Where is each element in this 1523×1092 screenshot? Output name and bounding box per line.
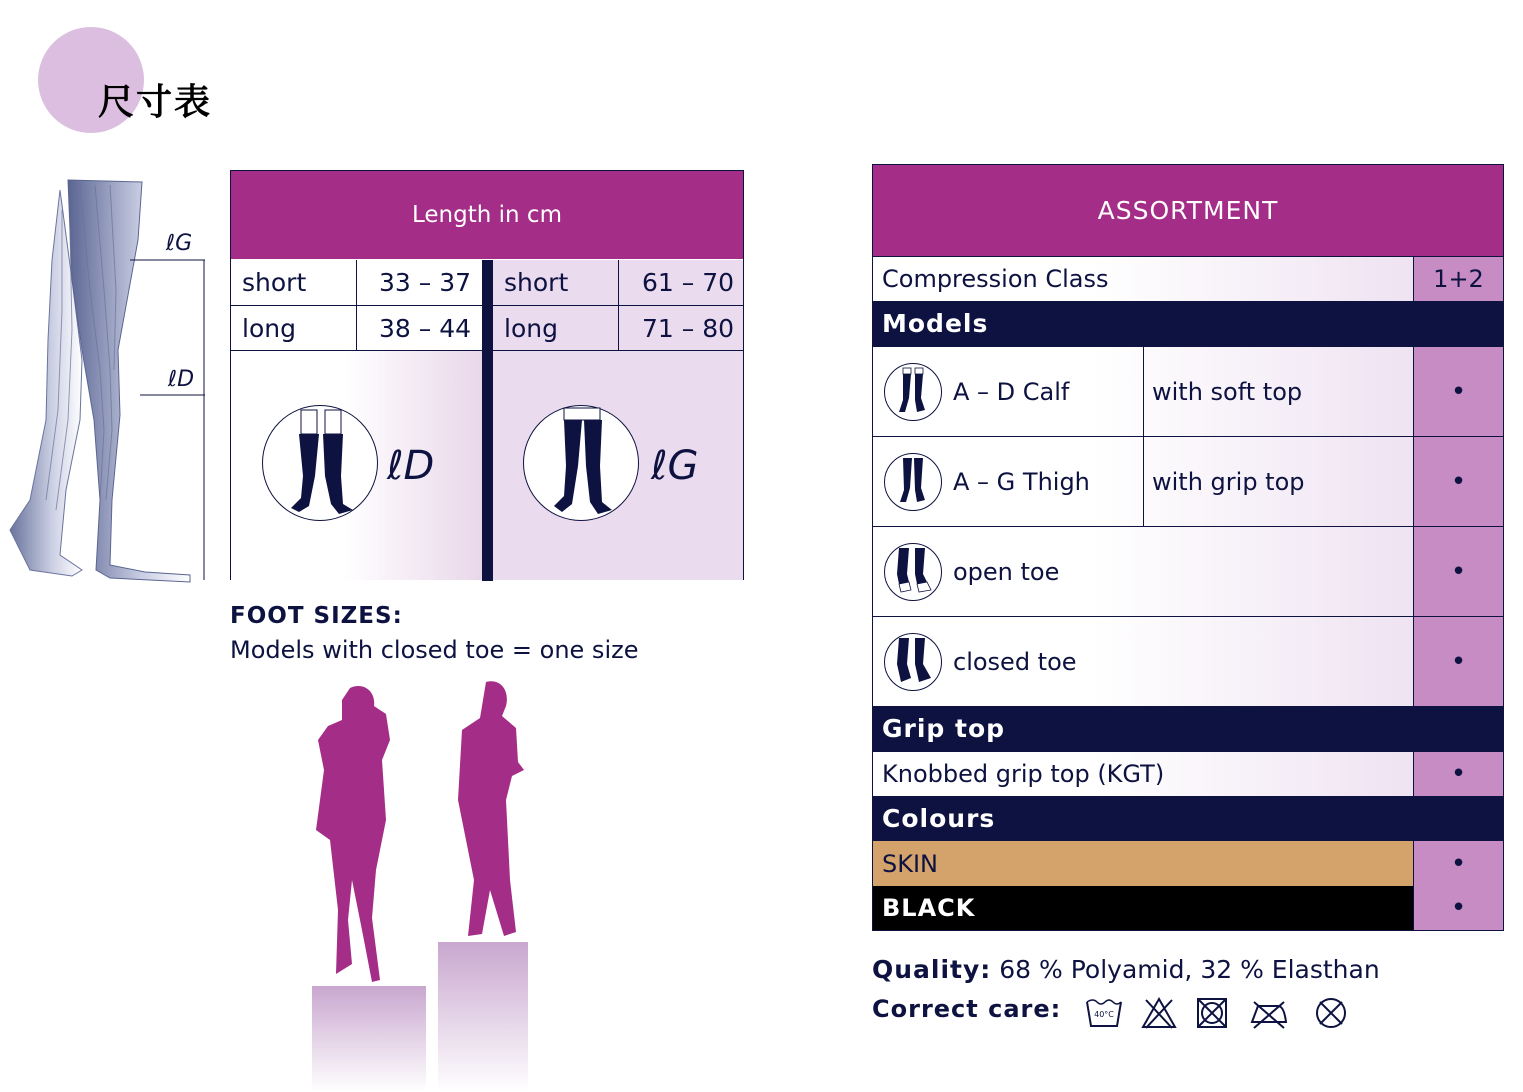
compression-label: Compression Class: [882, 265, 1109, 293]
model-name: closed toe: [953, 647, 1077, 676]
grip-row: [873, 751, 1503, 796]
model-name: open toe: [953, 557, 1060, 586]
no-bleach-icon: [1140, 996, 1178, 1030]
quality-line: [872, 955, 1380, 984]
length-value: 33 – 37: [379, 268, 472, 297]
length-table: [230, 170, 744, 580]
thigh-stocking-icon: [523, 405, 639, 521]
length-value: 61 – 70: [642, 268, 735, 297]
length-label: long: [504, 314, 558, 343]
compression-row: [873, 256, 1503, 301]
grip-top-heading: Grip top: [873, 706, 1503, 751]
wash-40-icon: [1085, 996, 1123, 1030]
length-label: short: [242, 268, 307, 297]
foot-sizes-title: FOOT SIZES:: [230, 603, 403, 629]
colour-label-skin: SKIN: [882, 849, 939, 878]
colour-label-black: BLACK: [882, 894, 976, 922]
model-name: A – D Calf: [953, 377, 1070, 406]
svg-text:40°C: 40°C: [1094, 1010, 1114, 1019]
thigh-stocking-icon: [884, 453, 942, 511]
calf-stocking-icon: [884, 363, 942, 421]
colour-row-skin: [873, 841, 1503, 886]
colours-heading: Colours: [873, 796, 1503, 841]
model-mark: •: [1413, 527, 1503, 616]
closed-toe-icon: [884, 633, 942, 691]
no-tumble-dry-icon: [1193, 996, 1231, 1030]
model-top: with grip top: [1143, 437, 1413, 526]
length-value: 71 – 80: [642, 314, 735, 343]
foot-sizes-text: Models with closed toe = one size: [230, 636, 639, 664]
care-label: Correct care:: [872, 995, 1062, 1023]
compression-value: 1+2: [1413, 257, 1503, 301]
no-dry-clean-icon: [1312, 996, 1350, 1030]
people-silhouettes: [290, 680, 550, 1092]
model-mark: •: [1413, 437, 1503, 526]
colour-row-black: [873, 886, 1503, 930]
assortment-table: [872, 164, 1504, 931]
model-mark: •: [1413, 617, 1503, 706]
length-table-header: Length in cm: [231, 171, 743, 259]
model-row-open-toe: [873, 526, 1503, 616]
grip-mark: •: [1413, 752, 1503, 796]
model-row-thigh: [873, 436, 1503, 526]
open-toe-icon: [884, 543, 942, 601]
model-row-closed-toe: [873, 616, 1503, 706]
length-table-divider: [482, 260, 493, 581]
quality-value: 68 % Polyamid, 32 % Elasthan: [999, 955, 1380, 984]
quality-label: Quality:: [872, 955, 992, 984]
leg-label-lg: ℓG: [166, 231, 193, 256]
model-top: with soft top: [1143, 347, 1413, 436]
colour-mark: •: [1413, 886, 1503, 930]
length-label: short: [504, 268, 569, 297]
length-label: long: [242, 314, 296, 343]
models-heading: Models: [873, 301, 1503, 346]
page-title: 尺寸表: [98, 82, 213, 123]
length-model-label-lg: ℓG: [651, 443, 699, 489]
calf-stocking-icon: [262, 405, 378, 521]
length-model-label-ld: ℓD: [387, 443, 435, 489]
colour-mark: •: [1413, 841, 1503, 886]
model-name: A – G Thigh: [953, 467, 1090, 496]
length-value: 38 – 44: [379, 314, 472, 343]
model-row-calf: [873, 346, 1503, 436]
assortment-header: ASSORTMENT: [873, 165, 1503, 256]
leg-label-ld: ℓD: [168, 367, 195, 392]
grip-label: Knobbed grip top (KGT): [882, 760, 1165, 788]
no-iron-icon: [1250, 996, 1288, 1030]
model-mark: •: [1413, 347, 1503, 436]
